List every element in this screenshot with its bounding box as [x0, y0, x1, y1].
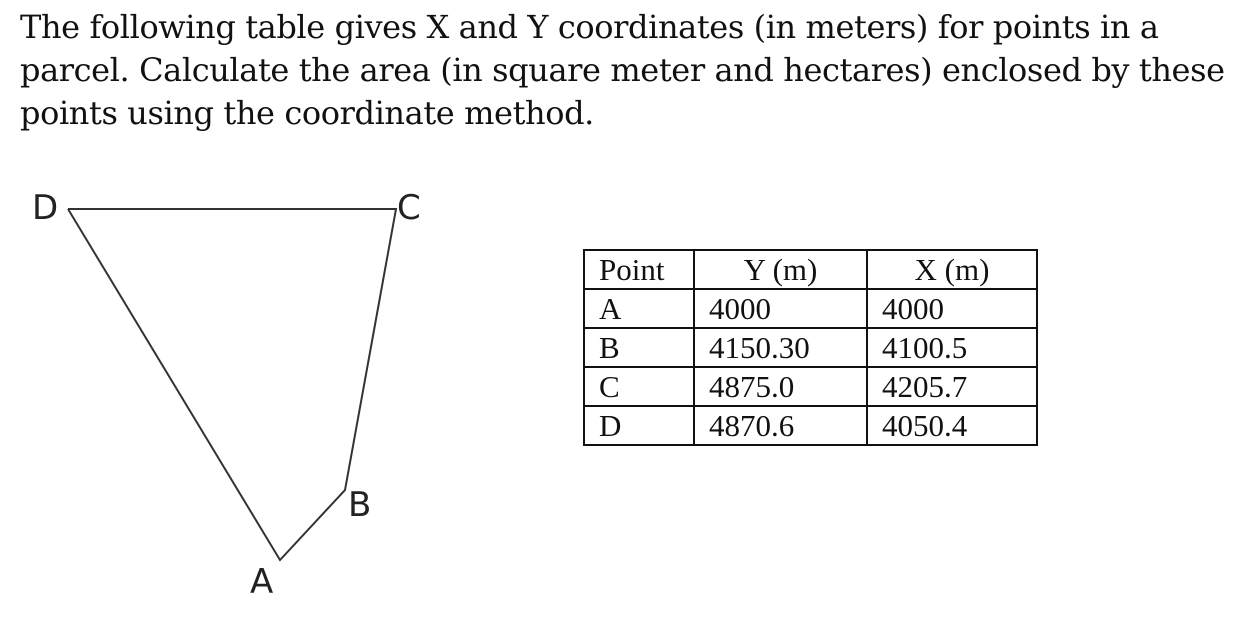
x-cell: 4205.7	[867, 367, 1037, 406]
problem-statement: The following table gives X and Y coordinates (in meters) for points in a parcel. Calculate the area (in square meter and hectares) enclosed by these points using the coordinate method.	[20, 8, 1225, 132]
coordinates-table	[583, 249, 1038, 446]
table-row	[584, 328, 1037, 367]
table-row	[584, 406, 1037, 445]
point-cell: B	[584, 328, 694, 367]
table-row	[584, 289, 1037, 328]
x-cell: 4050.4	[867, 406, 1037, 445]
parcel-diagram	[0, 0, 560, 625]
parcel-outline	[68, 209, 396, 560]
column-header-y: Y (m)	[694, 250, 867, 289]
point-cell: C	[584, 367, 694, 406]
point-cell: A	[584, 289, 694, 328]
y-cell: 4000	[694, 289, 867, 328]
table-row	[584, 367, 1037, 406]
point-cell: D	[584, 406, 694, 445]
column-header-x: X (m)	[867, 250, 1037, 289]
x-cell: 4000	[867, 289, 1037, 328]
y-cell: 4150.30	[694, 328, 867, 367]
vertex-label-a: A	[250, 562, 274, 602]
y-cell: 4875.0	[694, 367, 867, 406]
vertex-label-b: B	[348, 485, 372, 525]
vertex-label-d: D	[32, 188, 59, 228]
y-cell: 4870.6	[694, 406, 867, 445]
table-header-row	[584, 250, 1037, 289]
x-cell: 4100.5	[867, 328, 1037, 367]
column-header-point: Point	[584, 250, 694, 289]
vertex-label-c: C	[397, 188, 421, 228]
